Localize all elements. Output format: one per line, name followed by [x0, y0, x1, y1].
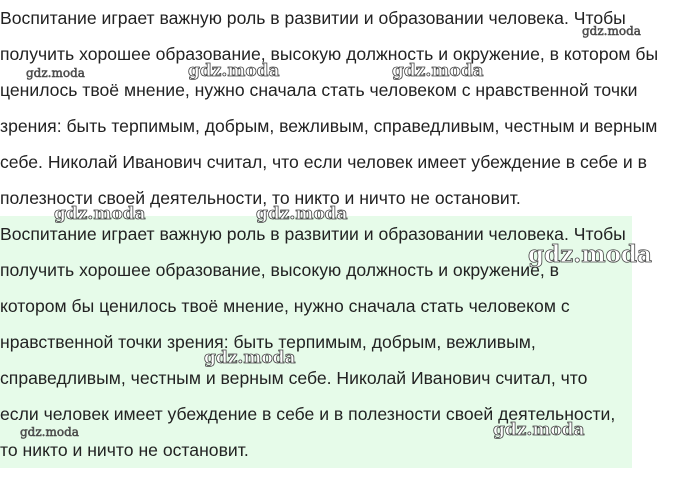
watermark: gdz.moda: [582, 24, 641, 38]
watermark: gdz.moda: [26, 66, 85, 80]
watermark: gdz.moda: [493, 420, 585, 440]
watermark: gdz.moda: [54, 204, 146, 224]
highlighted-answer-paragraph: Воспитание играет важную роль в развитии и образовании человека. Чтобы получить хорошее образование, высокую должность и окружение, в котором бы ценилось твоё мнение, нужно сначала стать человеком с нравственной точки зрения: быть терпимым, добрым, вежливым, справедливым, честным и верным себе. Николай Иванович считал, что если человек имеет убеждение в себе и в полезности своей деятельности, то никто и ничто не остановит.: [0, 224, 626, 460]
watermark: gdz.moda: [256, 204, 348, 224]
answer-paragraph: Воспитание играет важную роль в развитии и образовании человека. Чтобы получить хорошее образование, высокую должность и окружение, в котором бы ценилось твоё мнение, нужно сначала стать человеком с нравственной точки зрения: быть терпимым, добрым, вежливым, справедливым, честным и верным себе. Николай Иванович считал, что если человек имеет убеждение в себе и в полезности своей деятельности, то никто и ничто не остановит.: [0, 8, 659, 208]
watermark: gdz.moda: [392, 61, 484, 81]
watermark: gdz.moda: [188, 61, 280, 81]
watermark: gdz.moda: [20, 425, 79, 439]
watermark: gdz.moda: [204, 348, 296, 368]
watermark: gdz.moda: [528, 241, 652, 268]
